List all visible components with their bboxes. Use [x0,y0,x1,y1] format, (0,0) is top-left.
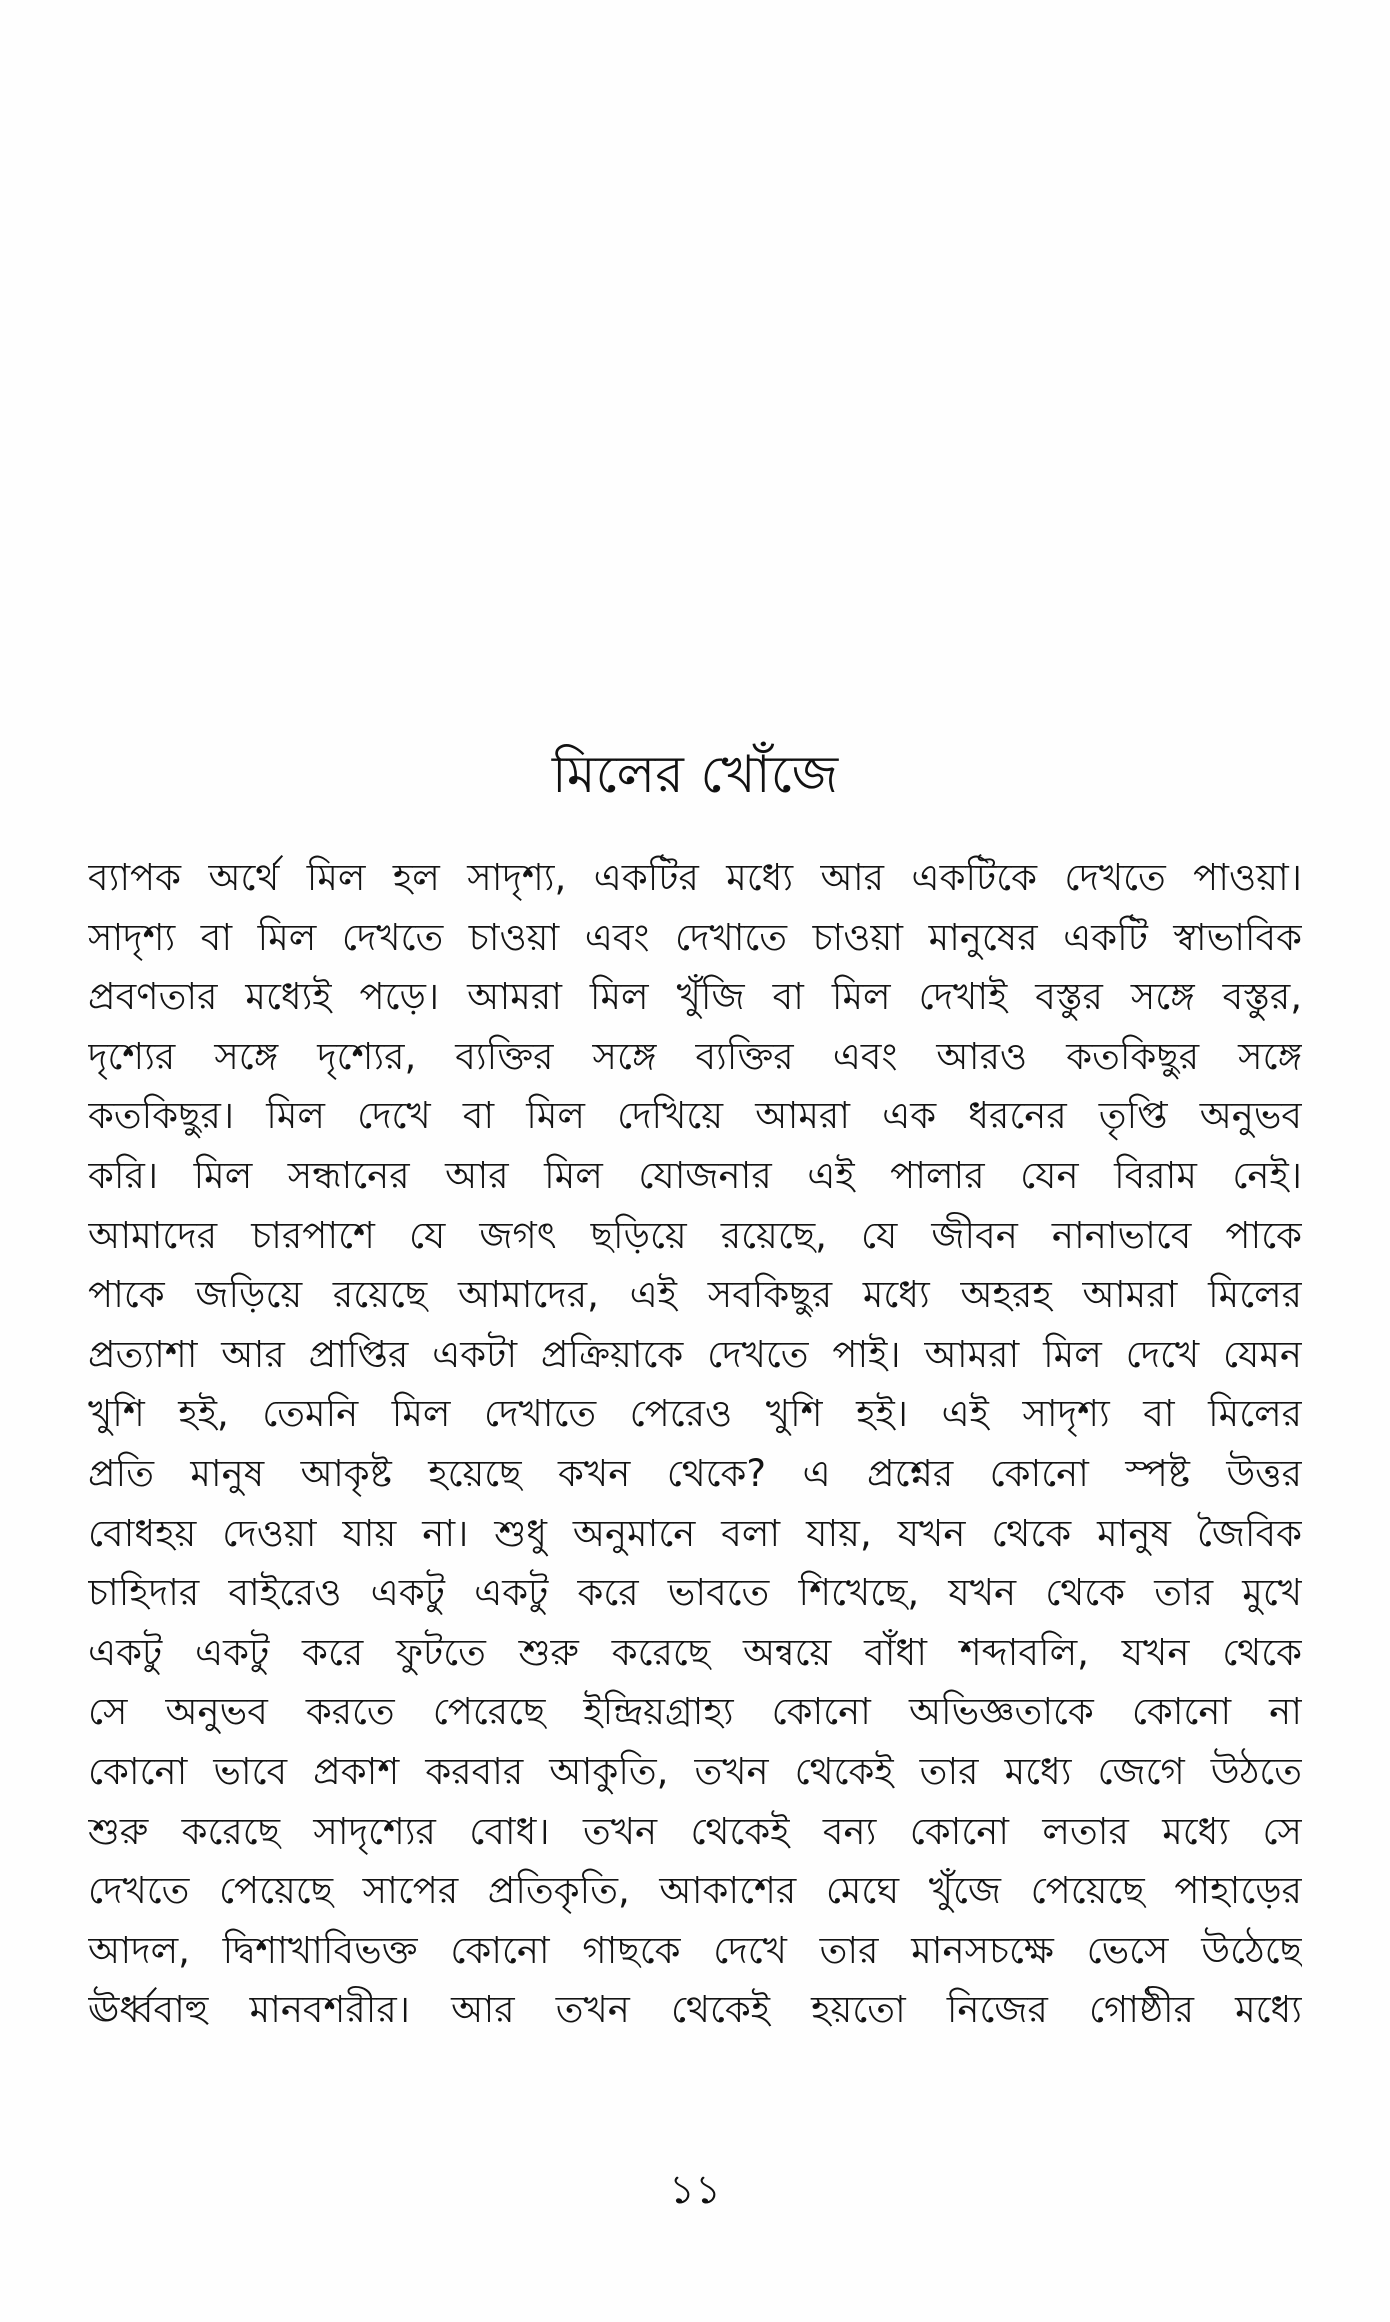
chapter-title: মিলের খোঁজে [551,745,839,805]
text-line: প্রত্যাশা আর প্রাপ্তির একটা প্রক্রিয়াকে দেখতে পাই। আমরা মিল দেখে যেমন [88,1332,1302,1376]
text-line: দেখতে পেয়েছে সাপের প্রতিকৃতি, আকাশের মেঘে খুঁজে পেয়েছে পাহাড়ের [88,1869,1302,1913]
text-line: ঊর্ধ্ববাহু মানবশরীর। আর তখন থেকেই হয়তো নিজের গোষ্ঠীর মধ্যে [88,1988,1302,2032]
text-line: প্রবণতার মধ্যেই পড়ে। আমরা মিল খুঁজি বা মিল দেখাই বস্তুর সঙ্গে বস্তুর, [88,975,1302,1019]
text-line: ব্যাপক অর্থে মিল হল সাদৃশ্য, একটির মধ্যে আর একটিকে দেখতে পাওয়া। [88,856,1302,899]
body-paragraph [88,848,1302,2040]
text-line: কোনো ভাবে প্রকাশ করবার আকুতি, তখন থেকেই তার মধ্যে জেগে উঠতে [88,1749,1302,1793]
text-line: করি। মিল সন্ধানের আর মিল যোজনার এই পালার যেন বিরাম নেই। [88,1153,1302,1197]
text-line: আদল, দ্বিশাখাবিভক্ত কোনো গাছকে দেখে তার মানসচক্ষে ভেসে উঠেছে [88,1928,1302,1972]
text-line: সে অনুভব করতে পেরেছে ইন্দ্রিয়গ্রাহ্য কোনো অভিজ্ঞতাকে কোনো না [88,1690,1302,1734]
text-line: দৃশ্যের সঙ্গে দৃশ্যের, ব্যক্তির সঙ্গে ব্যক্তির এবং আরও কতকিছুর সঙ্গে [88,1034,1302,1078]
text-line: বোধহয় দেওয়া যায় না। শুধু অনুমানে বলা যায়, যখন থেকে মানুষ জৈবিক [88,1511,1302,1555]
text-line: কতকিছুর। মিল দেখে বা মিল দেখিয়ে আমরা এক ধরনের তৃপ্তি অনুভব [88,1094,1302,1138]
page-number: ১১ [669,2167,721,2213]
text-line: চাহিদার বাইরেও একটু একটু করে ভাবতে শিখেছে, যখন থেকে তার মুখে [88,1571,1302,1615]
text-line: প্রতি মানুষ আকৃষ্ট হয়েছে কখন থেকে? এ প্রশ্নের কোনো স্পষ্ট উত্তর [88,1451,1302,1495]
text-line: খুশি হই, তেমনি মিল দেখাতে পেরেও খুশি হই। এই সাদৃশ্য বা মিলের [88,1392,1302,1436]
text-line: আমাদের চারপাশে যে জগৎ ছড়িয়ে রয়েছে, যে জীবন নানাভাবে পাকে [88,1213,1302,1257]
text-line: সাদৃশ্য বা মিল দেখতে চাওয়া এবং দেখাতে চাওয়া মানুষের একটি স্বাভাবিক [88,915,1302,959]
text-line: একটু একটু করে ফুটতে শুরু করেছে অন্বয়ে বাঁধা শব্দাবলি, যখন থেকে [88,1630,1302,1674]
text-line: পাকে জড়িয়ে রয়েছে আমাদের, এই সবকিছুর মধ্যে অহরহ আমরা মিলের [88,1273,1302,1317]
text-line: শুরু করেছে সাদৃশ্যের বোধ। তখন থেকেই বন্য কোনো লতার মধ্যে সে [88,1809,1302,1853]
